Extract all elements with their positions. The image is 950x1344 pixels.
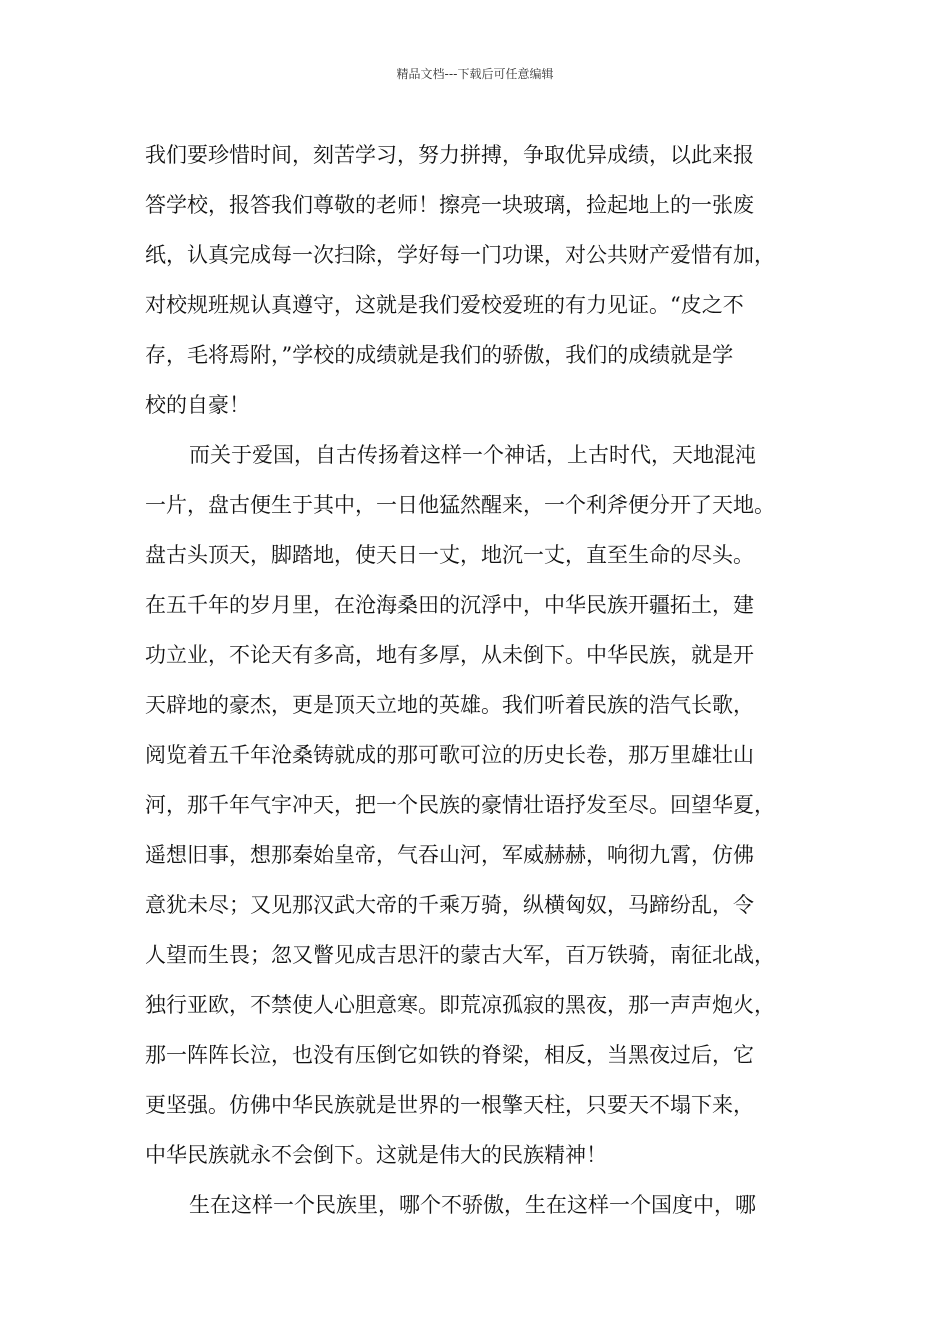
- text-line: 河，那千年气宇冲天，把一个民族的豪情壮语抒发至尽。回望华夏，: [145, 793, 775, 817]
- text-line: 盘古头顶天，脚踏地，使天日一丈，地沉一丈，直至生命的尽头。: [145, 543, 754, 567]
- text-line: 那一阵阵长泣，也没有压倒它如铁的脊梁，相反，当黑夜过后，它: [145, 1043, 754, 1067]
- text-line: 人望而生畏；忽又瞥见成吉思汗的蒙古大军，百万铁骑，南征北战，: [145, 943, 775, 967]
- text-line: 天辟地的豪杰，更是顶天立地的英雄。我们听着民族的浩气长歌，: [145, 693, 754, 717]
- text-line: 一片，盘古便生于其中，一日他猛然醒来，一个利斧便分开了天地。: [145, 493, 775, 517]
- document-body: [145, 130, 825, 1230]
- text-line: 遥想旧事，想那秦始皇帝，气吞山河，军威赫赫，响彻九霄，仿佛: [145, 843, 754, 867]
- text-line: 意犹未尽；又见那汉武大帝的千乘万骑，纵横匈奴，马蹄纷乱，令: [145, 893, 754, 917]
- text-line: 在五千年的岁月里，在沧海桑田的沉浮中，中华民族开疆拓土，建: [145, 593, 754, 617]
- text-line: 我们要珍惜时间，刻苦学习，努力拼搏，争取优异成绩，以此来报: [145, 143, 754, 167]
- text-line: 更坚强。仿佛中华民族就是世界的一根擎天柱，只要天不塌下来，: [145, 1093, 754, 1117]
- text-line: 生在这样一个民族里，哪个不骄傲，生在这样一个国度中，哪: [189, 1193, 756, 1217]
- page-header: 精品文档---下载后可任意编辑: [396, 67, 554, 81]
- text-line: 对校规班规认真遵守，这就是我们爱校爱班的有力见证。“皮之不: [145, 293, 744, 317]
- text-line: 功立业，不论天有多高，地有多厚，从未倒下。中华民族，就是开: [145, 643, 754, 667]
- text-line: 阅览着五千年沧桑铸就成的那可歌可泣的历史长卷，那万里雄壮山: [145, 743, 754, 767]
- text-line: 存，毛将焉附，”学校的成绩就是我们的骄傲，我们的成绩就是学: [145, 343, 734, 367]
- text-line: 中华民族就永不会倒下。这就是伟大的民族精神！: [145, 1143, 607, 1167]
- text-line: 而关于爱国，自古传扬着这样一个神话，上古时代，天地混沌: [189, 443, 756, 467]
- text-line: 独行亚欧，不禁使人心胆意寒。即荒凉孤寂的黑夜，那一声声炮火，: [145, 993, 775, 1017]
- text-line: 纸，认真完成每一次扫除，学好每一门功课，对公共财产爱惜有加，: [145, 243, 775, 267]
- text-line: 校的自豪！: [145, 393, 250, 417]
- text-line: 答学校，报答我们尊敬的老师！擦亮一块玻璃，捡起地上的一张废: [145, 193, 754, 217]
